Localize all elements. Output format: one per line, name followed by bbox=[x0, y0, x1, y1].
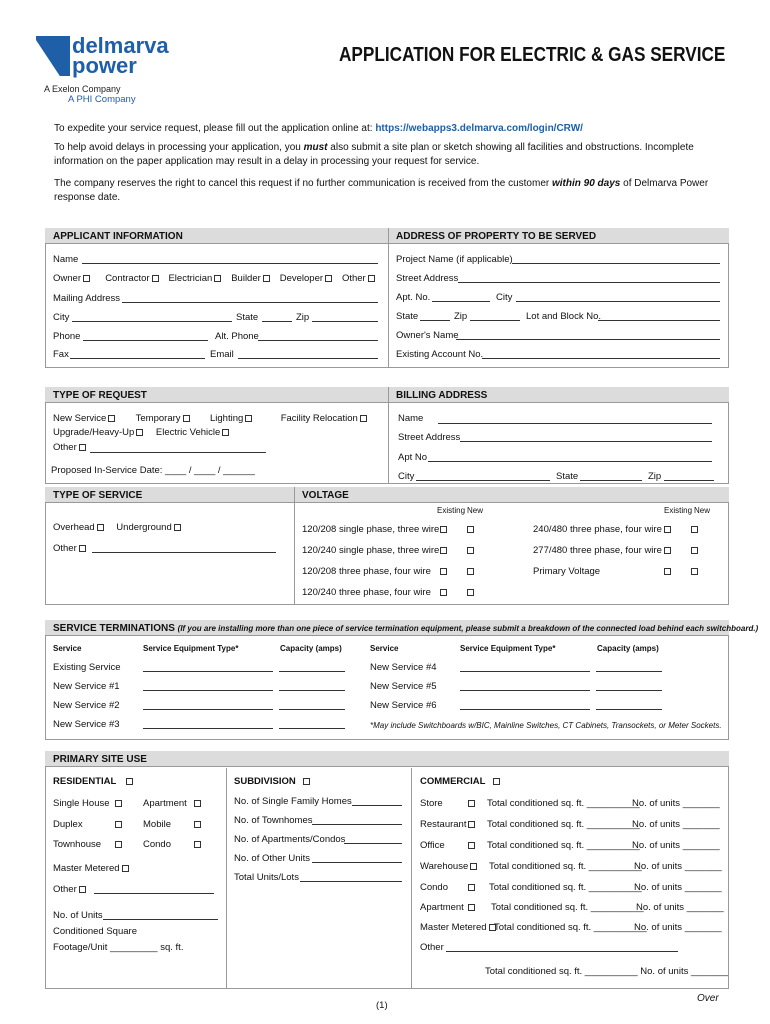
equipment-input[interactable] bbox=[143, 671, 273, 672]
prop-city-label: City bbox=[496, 292, 513, 303]
prop-city-input[interactable] bbox=[516, 301, 720, 302]
logo-sub-exelon: A Exelon Company bbox=[44, 84, 121, 94]
voltage-option: 120/208 single phase, three wire bbox=[302, 524, 440, 535]
logo-sub-phi: A PHI Company bbox=[68, 94, 136, 105]
com-other-label: Other bbox=[420, 942, 444, 953]
existing-checkbox[interactable] bbox=[440, 568, 447, 575]
logo-word-1: delmarva bbox=[72, 33, 169, 58]
subdivision-item: Total Units/Lots bbox=[234, 872, 299, 883]
prop-lot-label: Lot and Block No. bbox=[526, 311, 601, 322]
prop-account-input[interactable] bbox=[482, 358, 720, 359]
city-input[interactable] bbox=[72, 321, 232, 322]
electrician-label: Electrician bbox=[168, 273, 213, 284]
termination-row-label: New Service #3 bbox=[53, 719, 120, 730]
commercial-item-checkbox[interactable] bbox=[468, 842, 475, 849]
col-capacity: Capacity (amps) bbox=[597, 644, 659, 653]
commercial-item-checkbox[interactable] bbox=[468, 904, 475, 911]
applicant-name-label: Name bbox=[53, 254, 79, 265]
service-other-row bbox=[53, 543, 88, 554]
units-field[interactable]: No. of units _______ bbox=[634, 861, 722, 872]
subdivision-input[interactable] bbox=[352, 805, 402, 806]
com-cb-wrap bbox=[466, 798, 477, 809]
contractor-checkbox[interactable] bbox=[152, 275, 159, 282]
request-row-1 bbox=[53, 413, 369, 424]
new-col-left: New bbox=[467, 506, 484, 515]
termination-row-label: New Service #4 bbox=[370, 662, 437, 673]
alt-phone-input[interactable] bbox=[258, 340, 378, 341]
underground-checkbox[interactable] bbox=[174, 524, 181, 531]
residential-checkbox[interactable] bbox=[126, 778, 133, 785]
builder-label: Builder bbox=[231, 273, 261, 284]
divider bbox=[388, 387, 389, 484]
zip-input[interactable] bbox=[312, 321, 378, 322]
voltage-header: VOLTAGE bbox=[294, 487, 729, 503]
city-label: City bbox=[53, 312, 70, 323]
vehicle-checkbox[interactable] bbox=[222, 429, 229, 436]
existing-checkbox[interactable] bbox=[664, 568, 671, 575]
capacity-input[interactable] bbox=[279, 709, 345, 710]
condo-cb-wrap bbox=[192, 839, 203, 850]
prop-street-label: Street Address bbox=[396, 273, 459, 284]
inservice-date[interactable]: Proposed In-Service Date: ____ / ____ / ______ bbox=[51, 465, 255, 476]
electrician-checkbox[interactable] bbox=[214, 275, 221, 282]
request-row-2 bbox=[53, 427, 231, 438]
equipment-input[interactable] bbox=[460, 671, 590, 672]
online-url-link[interactable]: https://webapps3.delmarva.com/login/CRW/ bbox=[375, 123, 583, 134]
voltage-option: Primary Voltage bbox=[533, 566, 601, 577]
logo-mark-icon bbox=[36, 36, 70, 76]
com-cb-wrap bbox=[466, 819, 477, 830]
subdivision-item: No. of Townhomes bbox=[234, 815, 313, 826]
lighting-checkbox[interactable] bbox=[245, 415, 252, 422]
res-other-input[interactable] bbox=[94, 893, 214, 894]
upgrade-checkbox[interactable] bbox=[136, 429, 143, 436]
capacity-input[interactable] bbox=[596, 671, 662, 672]
commercial-item: Condo bbox=[420, 882, 448, 893]
billing-city-label: City bbox=[398, 471, 415, 482]
billing-header: BILLING ADDRESS bbox=[388, 387, 729, 403]
voltage-checkbox-pair bbox=[662, 545, 700, 556]
commercial-item-checkbox[interactable] bbox=[468, 821, 475, 828]
applicant-role-row bbox=[53, 273, 377, 284]
equipment-input[interactable] bbox=[143, 709, 273, 710]
condo-checkbox[interactable] bbox=[194, 841, 201, 848]
page-title: APPLICATION FOR ELECTRIC & GAS SERVICE bbox=[339, 44, 726, 66]
intro-p1: To expedite your service request, please fill out the application online at: bbox=[54, 123, 376, 134]
billing-apt-label: Apt No bbox=[398, 452, 428, 463]
billing-street-label: Street Address bbox=[398, 432, 461, 443]
billing-street-input[interactable] bbox=[460, 441, 712, 442]
col-equipment: Service Equipment Type* bbox=[460, 644, 556, 653]
existing-checkbox[interactable] bbox=[440, 589, 447, 596]
sqft-field[interactable]: Total conditioned sq. ft. __________ bbox=[491, 902, 644, 913]
billing-state-label: State bbox=[556, 471, 579, 482]
apartment-checkbox[interactable] bbox=[194, 800, 201, 807]
owner-label: Owner bbox=[53, 273, 81, 284]
contractor-label: Contractor bbox=[105, 273, 150, 284]
prop-owner-label: Owner's Name bbox=[396, 330, 459, 341]
project-input[interactable] bbox=[512, 263, 720, 264]
email-input[interactable] bbox=[238, 358, 378, 359]
commercial-item: Master Metered bbox=[420, 922, 487, 933]
voltage-checkbox-pair bbox=[662, 566, 700, 577]
terminations-title: SERVICE TERMINATIONS bbox=[53, 623, 175, 634]
sqft-field[interactable]: Total conditioned sq. ft. __________ bbox=[487, 798, 640, 809]
existing-checkbox[interactable] bbox=[440, 526, 447, 533]
new-service-checkbox[interactable] bbox=[108, 415, 115, 422]
service-other-checkbox[interactable] bbox=[79, 545, 86, 552]
intro-online bbox=[54, 122, 724, 136]
intro-p2a: To help avoid delays in processing your application, you bbox=[54, 142, 304, 153]
capacity-input[interactable] bbox=[279, 728, 345, 729]
res-other-label: Other bbox=[53, 884, 77, 895]
subdivision-item: No. of Apartments/Condos bbox=[234, 834, 346, 845]
termination-row-label: New Service #5 bbox=[370, 681, 437, 692]
res-other-row bbox=[53, 884, 88, 895]
equipment-input[interactable] bbox=[143, 690, 273, 691]
existing-checkbox[interactable] bbox=[664, 526, 671, 533]
billing-apt-input[interactable] bbox=[428, 461, 712, 462]
prop-state-label: State bbox=[396, 311, 419, 322]
logo-word-2: power bbox=[72, 53, 137, 78]
mobile-label: Mobile bbox=[143, 819, 171, 830]
units-field[interactable]: No. of units _______ bbox=[636, 902, 724, 913]
com-cb-wrap bbox=[466, 840, 477, 851]
project-label: Project Name (if applicable) bbox=[396, 254, 513, 265]
applicant-header: APPLICANT INFORMATION bbox=[45, 228, 388, 244]
units-field[interactable]: No. of units _______ bbox=[632, 798, 720, 809]
billing-zip-label: Zip bbox=[648, 471, 662, 482]
new-checkbox[interactable] bbox=[691, 568, 698, 575]
terminations-header bbox=[45, 620, 759, 636]
commercial-item: Office bbox=[420, 840, 445, 851]
duplex-cb-wrap bbox=[113, 819, 124, 830]
mailing-input[interactable] bbox=[122, 302, 378, 303]
termination-row-label: New Service #6 bbox=[370, 700, 437, 711]
new-col-right: New bbox=[694, 506, 711, 515]
duplex-label: Duplex bbox=[53, 819, 83, 830]
vehicle-label: Electric Vehicle bbox=[155, 427, 221, 438]
voltage-checkbox-pair bbox=[438, 587, 476, 598]
single-house-cb-wrap bbox=[113, 798, 124, 809]
voltage-option: 277/480 three phase, four wire bbox=[533, 545, 662, 556]
commercial-item: Apartment bbox=[420, 902, 464, 913]
subdivision-input[interactable] bbox=[312, 862, 402, 863]
sqft-field[interactable]: Total conditioned sq. ft. __________ bbox=[487, 819, 640, 830]
underground-label: Underground bbox=[116, 522, 172, 533]
builder-checkbox[interactable] bbox=[263, 275, 270, 282]
voltage-checkbox-pair bbox=[438, 524, 476, 535]
relocation-checkbox[interactable] bbox=[360, 415, 367, 422]
equipment-input[interactable] bbox=[460, 709, 590, 710]
commercial-checkbox[interactable] bbox=[493, 778, 500, 785]
prop-owner-input[interactable] bbox=[456, 339, 720, 340]
new-checkbox[interactable] bbox=[691, 526, 698, 533]
existing-checkbox[interactable] bbox=[440, 547, 447, 554]
col-capacity: Capacity (amps) bbox=[280, 644, 342, 653]
sqft-field[interactable]: Total conditioned sq. ft. __________ bbox=[489, 861, 642, 872]
applicant-name-input[interactable] bbox=[82, 263, 378, 264]
equipment-input[interactable] bbox=[143, 728, 273, 729]
zip-label: Zip bbox=[296, 312, 310, 323]
sqft-field[interactable]: Total conditioned sq. ft. __________ bbox=[494, 922, 647, 933]
sqft-field[interactable]: Total conditioned sq. ft. __________ bbox=[489, 882, 642, 893]
commercial-label: COMMERCIAL bbox=[420, 776, 486, 787]
single-house-label: Single House bbox=[53, 798, 110, 809]
capacity-input[interactable] bbox=[596, 690, 662, 691]
delmarva-logo bbox=[36, 34, 176, 104]
overhead-label: Overhead bbox=[53, 522, 95, 533]
townhouse-cb-wrap bbox=[113, 839, 124, 850]
master-label: Master Metered bbox=[53, 863, 120, 874]
voltage-checkbox-pair bbox=[438, 545, 476, 556]
developer-checkbox[interactable] bbox=[325, 275, 332, 282]
subdivision-item: No. of Other Units bbox=[234, 853, 311, 864]
other-checkbox[interactable] bbox=[368, 275, 375, 282]
request-row-3 bbox=[53, 442, 88, 453]
prop-state-input[interactable] bbox=[420, 320, 450, 321]
request-header: TYPE OF REQUEST bbox=[45, 387, 388, 403]
relocation-label: Facility Relocation bbox=[280, 413, 358, 424]
voltage-checkbox-pair bbox=[438, 566, 476, 577]
prop-apt-label: Apt. No. bbox=[396, 292, 431, 303]
upgrade-label: Upgrade/Heavy-Up bbox=[53, 427, 135, 438]
billing-city-input[interactable] bbox=[416, 480, 550, 481]
mailing-label: Mailing Address bbox=[53, 293, 121, 304]
units-field[interactable]: No. of units _______ bbox=[634, 882, 722, 893]
master-checkbox[interactable] bbox=[122, 865, 129, 872]
fax-label: Fax bbox=[53, 349, 69, 360]
single-house-checkbox[interactable] bbox=[115, 800, 122, 807]
termination-row-label: New Service #1 bbox=[53, 681, 120, 692]
condo-label: Condo bbox=[143, 839, 171, 850]
commercial-item: Warehouse bbox=[420, 861, 469, 872]
new-checkbox[interactable] bbox=[691, 547, 698, 554]
com-master-row bbox=[420, 922, 498, 933]
intro-p2c: also submit a site plan or sketch showing all facilities and obstructions. Incomplete information on the paper application may result in a delay in processing your request for service. bbox=[54, 142, 694, 167]
terminations-note: (If you are installing more than one piece of service termination equipment, please submit a breakdown of the connected load behind each switchboard.) bbox=[177, 624, 759, 633]
request-other-input[interactable] bbox=[90, 452, 266, 453]
com-cb-wrap bbox=[466, 882, 477, 893]
units-field[interactable]: No. of units _______ bbox=[632, 840, 720, 851]
residential-label: RESIDENTIAL bbox=[53, 776, 117, 787]
intro-p3b: within 90 days bbox=[552, 178, 621, 189]
intro-p3a: The company reserves the right to cancel this request if no further communication is received from the customer bbox=[54, 178, 552, 189]
existing-col-right: Existing bbox=[664, 506, 693, 515]
billing-zip-input[interactable] bbox=[664, 480, 714, 481]
billing-name-label: Name bbox=[398, 413, 424, 424]
intro-cancel bbox=[54, 177, 724, 205]
other-label: Other bbox=[341, 273, 366, 284]
temporary-checkbox[interactable] bbox=[183, 415, 190, 422]
service-type-header: TYPE OF SERVICE bbox=[45, 487, 294, 503]
divider bbox=[294, 487, 295, 605]
existing-col-left: Existing bbox=[437, 506, 466, 515]
alt-phone-label: Alt. Phone bbox=[215, 331, 259, 342]
units-field[interactable]: No. of units _______ bbox=[634, 922, 722, 933]
subdivision-item: No. of Single Family Homes bbox=[234, 796, 352, 807]
units-field[interactable]: No. of units _______ bbox=[632, 819, 720, 830]
prop-apt-input[interactable] bbox=[432, 301, 490, 302]
subdivision-input[interactable] bbox=[300, 881, 402, 882]
mobile-checkbox[interactable] bbox=[194, 821, 201, 828]
capacity-input[interactable] bbox=[279, 690, 345, 691]
res-other-checkbox[interactable] bbox=[79, 886, 86, 893]
capacity-input[interactable] bbox=[279, 671, 345, 672]
termination-row-label: Existing Service bbox=[53, 662, 121, 673]
new-checkbox[interactable] bbox=[467, 526, 474, 533]
voltage-option: 120/208 three phase, four wire bbox=[302, 566, 431, 577]
units-input[interactable] bbox=[103, 919, 218, 920]
subdivision-checkbox[interactable] bbox=[303, 778, 310, 785]
subdivision-input[interactable] bbox=[312, 824, 402, 825]
service-other-input[interactable] bbox=[92, 552, 276, 553]
divider bbox=[411, 768, 412, 989]
subdivision-label: SUBDIVISION bbox=[234, 776, 296, 787]
prop-zip-input[interactable] bbox=[470, 320, 520, 321]
divider bbox=[226, 768, 227, 989]
email-label: Email bbox=[210, 349, 234, 360]
col-service: Service bbox=[370, 644, 399, 653]
master-row bbox=[53, 863, 131, 874]
equipment-input[interactable] bbox=[460, 690, 590, 691]
col-equipment: Service Equipment Type* bbox=[143, 644, 239, 653]
state-label: State bbox=[236, 312, 259, 323]
request-other-checkbox[interactable] bbox=[79, 444, 86, 451]
commercial-item-checkbox[interactable] bbox=[468, 884, 475, 891]
units-label: No. of Units bbox=[53, 910, 103, 921]
voltage-option: 120/240 three phase, four wire bbox=[302, 587, 431, 598]
townhouse-label: Townhouse bbox=[53, 839, 102, 850]
apartment-label: Apartment bbox=[143, 798, 187, 809]
commercial-item-checkbox[interactable] bbox=[470, 863, 477, 870]
intro-p2b: must bbox=[303, 142, 328, 153]
existing-checkbox[interactable] bbox=[664, 547, 671, 554]
site-use-header: PRIMARY SITE USE bbox=[45, 751, 729, 767]
capacity-input[interactable] bbox=[596, 709, 662, 710]
fax-input[interactable] bbox=[70, 358, 205, 359]
request-other-label: Other bbox=[53, 442, 77, 453]
owner-checkbox[interactable] bbox=[83, 275, 90, 282]
terminations-footnote: *May include Switchboards w/BIC, Mainline Switches, CT Cabinets, Transockets, or Meter Sockets. bbox=[370, 721, 722, 730]
divider bbox=[388, 228, 389, 368]
service-other-label: Other bbox=[53, 543, 77, 554]
apartment-cb-wrap bbox=[192, 798, 203, 809]
sqft-field[interactable]: Total conditioned sq. ft. __________ bbox=[487, 840, 640, 851]
voltage-checkbox-pair bbox=[662, 524, 700, 535]
subdivision-input[interactable] bbox=[344, 843, 402, 844]
duplex-checkbox[interactable] bbox=[115, 821, 122, 828]
commercial-title bbox=[420, 776, 502, 787]
prop-account-label: Existing Account No. bbox=[396, 349, 484, 360]
intro-delays bbox=[54, 141, 724, 169]
subdivision-title bbox=[234, 776, 312, 787]
total-field[interactable]: Total conditioned sq. ft. __________ No. of units _______ bbox=[485, 966, 728, 977]
commercial-item-checkbox[interactable] bbox=[468, 800, 475, 807]
footage-label[interactable]: Footage/Unit _________ sq. ft. bbox=[53, 942, 184, 953]
commercial-item: Restaurant bbox=[420, 819, 467, 830]
state-input[interactable] bbox=[262, 321, 292, 322]
temporary-label: Temporary bbox=[135, 413, 181, 424]
new-checkbox[interactable] bbox=[467, 568, 474, 575]
com-other-input[interactable] bbox=[446, 951, 678, 952]
billing-name-input[interactable] bbox=[438, 423, 712, 424]
phone-label: Phone bbox=[53, 331, 81, 342]
col-service: Service bbox=[53, 644, 82, 653]
new-checkbox[interactable] bbox=[467, 547, 474, 554]
com-apartment-row bbox=[420, 902, 477, 913]
property-header: ADDRESS OF PROPERTY TO BE SERVED bbox=[388, 228, 729, 244]
voltage-option: 120/240 single phase, three wire bbox=[302, 545, 440, 556]
termination-row-label: New Service #2 bbox=[53, 700, 120, 711]
intro-p3c: of Delmarva Power response date. bbox=[54, 178, 709, 203]
prop-lot-input[interactable] bbox=[598, 320, 720, 321]
page-number: (1) bbox=[376, 1000, 388, 1011]
new-checkbox[interactable] bbox=[467, 589, 474, 596]
commercial-item: Store bbox=[420, 798, 443, 809]
billing-state-input[interactable] bbox=[580, 480, 642, 481]
prop-street-input[interactable] bbox=[458, 282, 720, 283]
prop-zip-label: Zip bbox=[454, 311, 468, 322]
new-service-label: New Service bbox=[53, 413, 107, 424]
applicant-property-box bbox=[45, 228, 729, 368]
lighting-label: Lighting bbox=[210, 413, 244, 424]
townhouse-checkbox[interactable] bbox=[115, 841, 122, 848]
phone-input[interactable] bbox=[83, 340, 208, 341]
over-label: Over bbox=[697, 993, 719, 1004]
residential-title bbox=[53, 776, 135, 787]
voltage-option: 240/480 three phase, four wire bbox=[533, 524, 662, 535]
cond-square-label: Conditioned Square bbox=[53, 926, 137, 937]
warehouse-row bbox=[420, 861, 479, 872]
overhead-checkbox[interactable] bbox=[97, 524, 104, 531]
mobile-cb-wrap bbox=[192, 819, 203, 830]
developer-label: Developer bbox=[279, 273, 324, 284]
service-type-row bbox=[53, 522, 183, 533]
